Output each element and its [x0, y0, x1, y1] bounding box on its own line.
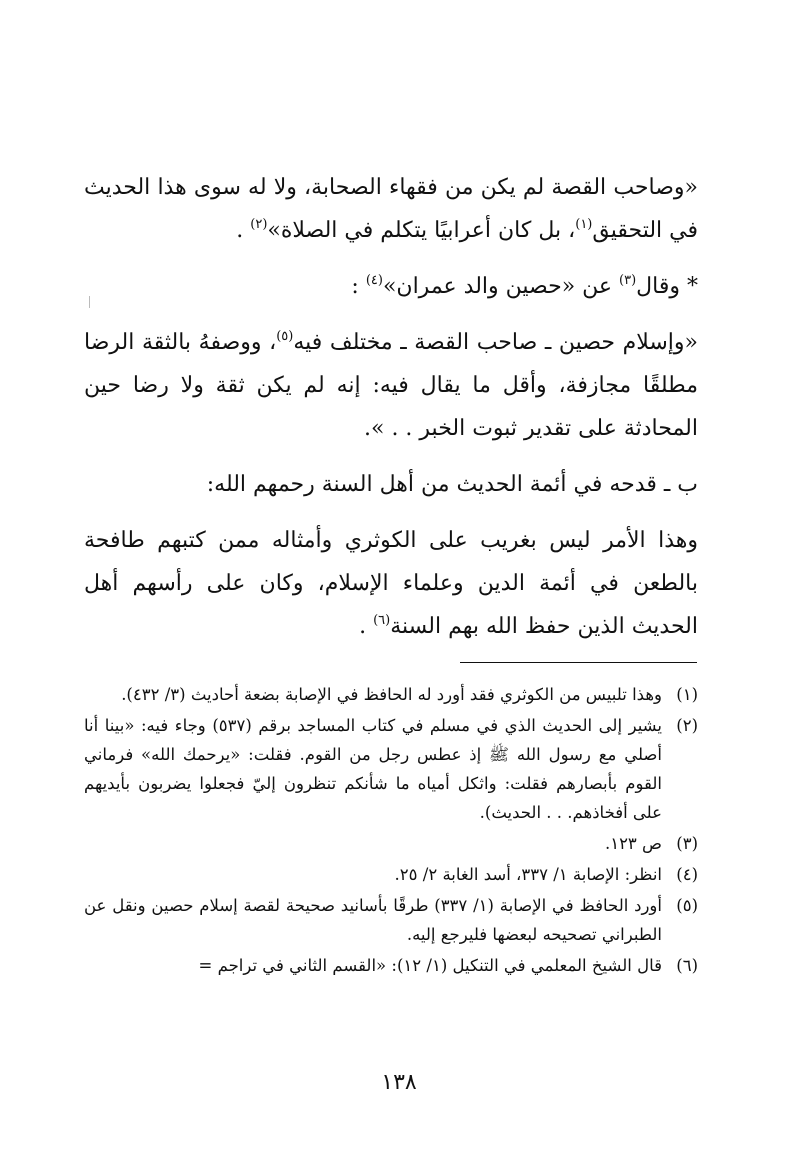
footnote-item — [84, 680, 698, 709]
footnote-ref-2: (٢) — [250, 217, 268, 232]
footnote-item — [84, 829, 698, 858]
footnote-ref-4: (٤) — [365, 273, 383, 288]
footnote-number: (٥) — [676, 896, 698, 915]
footnote-text: يشير إلى الحديث الذي في مسلم في كتاب المساجد برقم (٥٣٧) وجاء فيه: «بينا أنا أصلي مع رسول الله ﷺ إذ عطس رجل من القوم. فقلت: «يرحمك الله» فرماني القوم بأبصارهم فقلت: واثكل أمياه ما شأنكم تنظرون إليّ فجعلوا يضربون بأيديهم على أفخاذهم. . . الحديث). — [84, 716, 662, 822]
footnote-ref-5: (٥) — [276, 329, 294, 344]
quote-paragraph-2: «وإسلام حصين ـ صاحب القصة ـ مختلف فيه$^{(٥)}$، ووصفهُ بالثقة الرضا مطلقًا مجازفة، وأقل ما يقال فيه: إنه لم يكن ثقة ولا رضا حين المحادثة على تقدير ثبوت الخبر . . ». — [84, 329, 698, 441]
page-number: ١٣٨ — [381, 1070, 417, 1095]
footnote-text: ص ١٢٣. — [604, 834, 662, 853]
quote-paragraph-1: «وصاحب القصة لم يكن من فقهاء الصحابة، ولا له سوى هذا الحديث في التحقيق$^{(١)}$، بل كان أعرابيًا يتكلم في الصلاة»$^{(٢)}$ . — [84, 175, 698, 243]
said-line: * وقال$^{(٣)}$ عن «حصين والد عمران»$^{(٤)}$ : — [351, 273, 698, 299]
footnote-text: قال الشيخ المعلمي في التنكيل (١/ ١٢): «القسم الثاني في تراجم = — [198, 956, 662, 975]
footnote-divider — [460, 662, 697, 663]
footnote-item — [84, 951, 698, 980]
footnote-item — [84, 860, 698, 889]
footnote-number: (٦) — [676, 956, 698, 975]
section-heading-b: ب ـ قدحه في أئمة الحديث من أهل السنة رحمهم الله: — [206, 472, 698, 497]
footnote-item — [84, 711, 698, 827]
body-paragraph: وهذا الأمر ليس بغريب على الكوثري وأمثاله ممن كتبهم طافحة بالطعن في أئمة الدين وعلماء الإسلام، وكان على رأسهم أهل الحديث الذين حفظ الله بهم السنة$^{(٦)}$ . — [84, 528, 698, 639]
footnote-ref-3: (٣) — [619, 273, 637, 288]
footnote-text: وهذا تلبيس من الكوثري فقد أورد له الحافظ في الإصابة بضعة أحاديث (٣/ ٤٣٢). — [121, 685, 662, 704]
footnote-number: (٣) — [676, 834, 698, 853]
footnotes — [84, 680, 698, 982]
main-text — [84, 166, 698, 648]
footnote-text: انظر: الإصابة ١/ ٣٣٧، أسد الغابة ٢/ ٢٥. — [394, 865, 662, 884]
footnote-number: (٤) — [676, 865, 698, 884]
footnote-number: (٢) — [676, 716, 698, 735]
footnote-number: (١) — [676, 685, 698, 704]
footnote-text: أورد الحافظ في الإصابة (١/ ٣٣٧) طرقًا بأسانيد صحيحة لقصة إسلام حصين ونقل عن الطبراني تصحيحه لبعضها فليرجع إليه. — [84, 896, 662, 944]
footnote-item — [84, 891, 698, 949]
footnote-ref-6: (٦) — [373, 613, 391, 628]
footnote-ref-1: (١) — [575, 217, 593, 232]
